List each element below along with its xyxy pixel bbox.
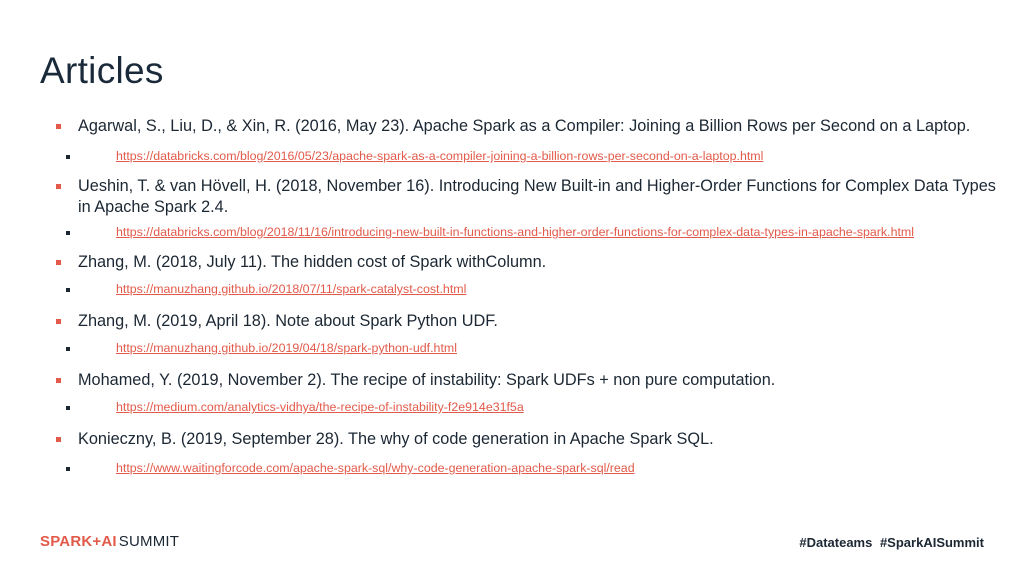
article-item: [56, 176, 996, 240]
article-link[interactable]: https://manuzhang.github.io/2019/04/18/spark-python-udf.html: [116, 341, 457, 355]
logo-bold-text: SPARK+AI: [40, 533, 117, 550]
article-link[interactable]: https://www.waitingforcode.com/apache-spark-sql/why-code-generation-apache-spark-sql/read: [116, 461, 635, 475]
logo-light-text: SUMMIT: [118, 533, 180, 550]
hashtags: #Datateams #SparkAISummit: [799, 535, 984, 550]
article-link-row: [56, 224, 996, 240]
sub-bullet-marker: [66, 467, 70, 471]
article-link[interactable]: https://databricks.com/blog/2018/11/16/introducing-new-built-in-functions-and-higher-order-functions-for-complex-data-types-in-apache-spark.html: [116, 225, 914, 239]
article-citation: Zhang, M. (2018, July 11). The hidden cost of Spark withColumn.: [78, 253, 547, 271]
article-item: [56, 252, 996, 297]
article-citation: Zhang, M. (2019, April 18). Note about Spark Python UDF.: [78, 312, 498, 330]
bullet-marker: [56, 184, 61, 189]
article-link-row: [56, 281, 996, 297]
slide-title: Articles: [40, 50, 164, 91]
article-item: [56, 370, 996, 415]
sub-bullet-marker: [66, 231, 70, 235]
article-list: [56, 116, 996, 476]
article-item: [56, 311, 996, 356]
article-citation: Ueshin, T. & van Hövell, H. (2018, November 16). Introducing New Built-in and Higher-Order Functions for Complex Data Types in Apache Spark 2.4.: [78, 177, 996, 216]
bullet-marker: [56, 319, 61, 324]
article-link-row: [56, 399, 996, 415]
bullet-marker: [56, 378, 61, 383]
sub-bullet-marker: [66, 347, 70, 351]
sub-bullet-marker: [66, 288, 70, 292]
article-citation: Agarwal, S., Liu, D., & Xin, R. (2016, May 23). Apache Spark as a Compiler: Joining a Billion Rows per Second on a Laptop.: [78, 117, 971, 135]
article-link[interactable]: https://medium.com/analytics-vidhya/the-recipe-of-instability-f2e914e31f5a: [116, 400, 524, 414]
sub-bullet-marker: [66, 155, 70, 159]
bullet-marker: [56, 260, 61, 265]
article-link[interactable]: https://databricks.com/blog/2016/05/23/apache-spark-as-a-compiler-joining-a-billion-rows-per-second-on-a-laptop.html: [116, 149, 764, 163]
bullet-marker: [56, 124, 61, 129]
article-citation: Mohamed, Y. (2019, November 2). The recipe of instability: Spark UDFs + non pure computation.: [78, 371, 776, 389]
spark-ai-summit-logo: [40, 533, 179, 550]
sub-bullet-marker: [66, 406, 70, 410]
article-link-row: [56, 148, 996, 164]
article-item: [56, 116, 996, 164]
bullet-marker: [56, 437, 61, 442]
article-link-row: [56, 460, 996, 476]
article-citation: Konieczny, B. (2019, September 28). The why of code generation in Apache Spark SQL.: [78, 430, 714, 448]
article-link[interactable]: https://manuzhang.github.io/2018/07/11/spark-catalyst-cost.html: [116, 282, 467, 296]
article-link-row: [56, 340, 996, 356]
article-item: [56, 429, 996, 476]
